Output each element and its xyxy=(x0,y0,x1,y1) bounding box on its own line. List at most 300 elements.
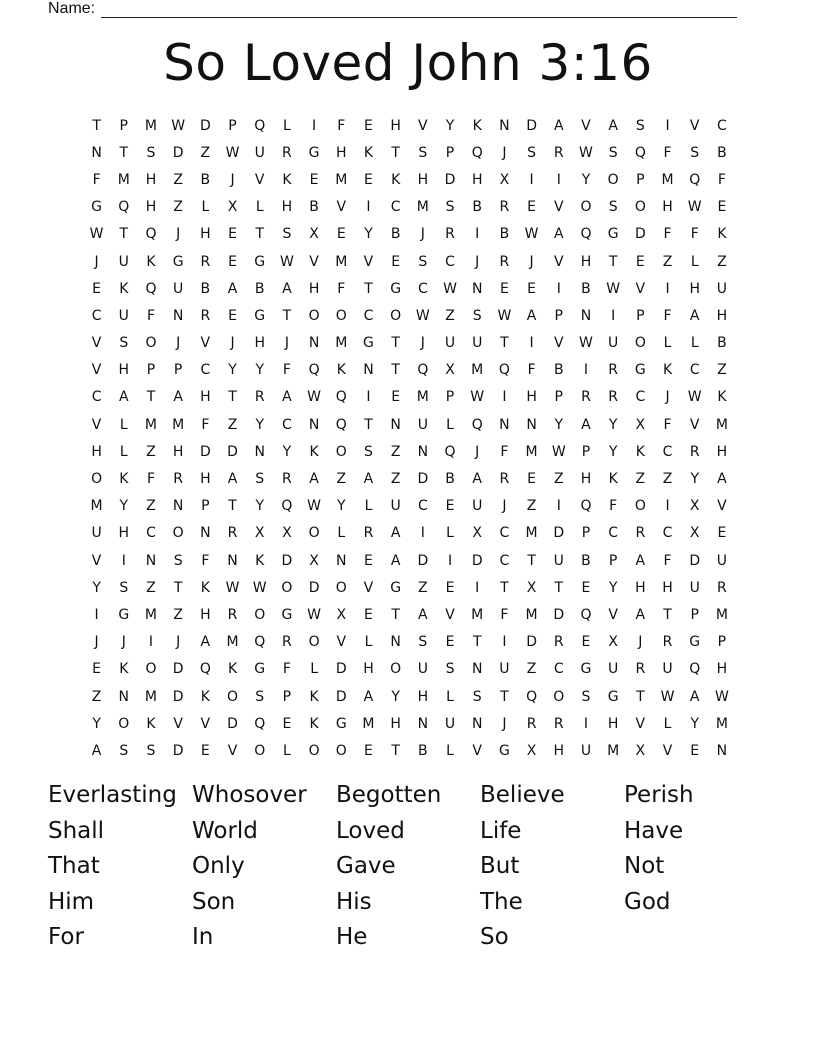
grid-letter[interactable]: W xyxy=(252,579,267,596)
grid-letter[interactable]: S xyxy=(255,688,265,705)
grid-letter[interactable]: R xyxy=(499,253,510,270)
grid-letter[interactable]: M xyxy=(416,389,429,406)
grid-letter[interactable]: L xyxy=(283,117,291,134)
grid-letter[interactable]: D xyxy=(553,525,565,542)
grid-letter[interactable]: A xyxy=(418,606,428,623)
grid-letter[interactable]: H xyxy=(607,715,619,732)
grid-letter[interactable]: L xyxy=(201,199,210,216)
grid-letter[interactable]: Q xyxy=(471,144,483,161)
grid-letter[interactable]: R xyxy=(635,661,646,678)
grid-letter[interactable]: O xyxy=(254,606,266,623)
grid-letter[interactable]: F xyxy=(663,307,672,324)
grid-letter[interactable]: E xyxy=(499,280,509,297)
grid-letter[interactable]: R xyxy=(553,634,564,651)
grid-letter[interactable]: I xyxy=(502,634,507,651)
grid-letter[interactable]: G xyxy=(335,715,347,732)
grid-letter[interactable]: G xyxy=(607,688,619,705)
grid-letter[interactable]: W xyxy=(279,253,294,270)
grid-letter[interactable]: G xyxy=(607,226,619,243)
grid-letter[interactable]: S xyxy=(418,144,428,161)
grid-letter[interactable]: L xyxy=(446,416,454,433)
grid-letter[interactable]: N xyxy=(390,634,401,651)
grid-letter[interactable]: O xyxy=(335,307,347,324)
grid-letter[interactable]: R xyxy=(254,389,265,406)
grid-letter[interactable]: T xyxy=(364,416,373,433)
grid-letter[interactable]: N xyxy=(336,552,347,569)
grid-letter[interactable]: T xyxy=(391,144,400,161)
grid-letter[interactable]: M xyxy=(226,634,239,651)
grid-letter[interactable]: H xyxy=(200,471,211,488)
grid-letter[interactable]: L xyxy=(663,715,672,732)
grid-letter[interactable]: D xyxy=(689,552,701,569)
grid-letter[interactable]: Q xyxy=(634,144,646,161)
grid-letter[interactable]: L xyxy=(337,525,346,542)
grid-letter[interactable]: A xyxy=(227,471,238,488)
grid-letter[interactable]: K xyxy=(472,117,482,134)
grid-letter[interactable]: X xyxy=(254,525,265,542)
grid-letter[interactable]: R xyxy=(282,471,292,488)
grid-letter[interactable]: V xyxy=(689,416,700,433)
grid-letter[interactable]: E xyxy=(309,171,319,188)
grid-letter[interactable]: C xyxy=(689,362,700,379)
grid-letter[interactable]: S xyxy=(690,144,700,161)
grid-letter[interactable]: V xyxy=(635,280,646,297)
grid-letter[interactable]: I xyxy=(447,552,453,569)
grid-letter[interactable]: X xyxy=(445,362,455,379)
grid-letter[interactable]: L xyxy=(255,199,264,216)
grid-letter[interactable]: M xyxy=(471,606,484,623)
grid-letter[interactable]: Q xyxy=(471,416,483,433)
grid-letter[interactable]: T xyxy=(663,606,672,623)
grid-letter[interactable]: M xyxy=(416,199,429,216)
grid-letter[interactable]: R xyxy=(499,471,510,488)
grid-letter[interactable]: P xyxy=(173,362,183,379)
grid-letter[interactable]: I xyxy=(148,634,154,651)
grid-letter[interactable]: M xyxy=(144,606,158,623)
grid-letter[interactable]: O xyxy=(634,498,646,515)
grid-letter[interactable]: C xyxy=(200,362,211,379)
grid-letter[interactable]: O xyxy=(335,579,347,596)
grid-letter[interactable]: U xyxy=(444,715,456,732)
grid-letter[interactable]: X xyxy=(309,226,319,243)
grid-letter[interactable]: H xyxy=(145,199,157,216)
grid-letter[interactable]: M xyxy=(362,715,375,732)
grid-letter[interactable]: M xyxy=(525,525,538,542)
grid-letter[interactable]: C xyxy=(417,498,428,515)
grid-letter[interactable]: D xyxy=(335,661,347,678)
grid-letter[interactable]: B xyxy=(717,144,727,161)
grid-letter[interactable]: W xyxy=(687,199,702,216)
grid-letter[interactable]: H xyxy=(336,144,347,161)
grid-letter[interactable]: E xyxy=(581,634,591,651)
grid-letter[interactable]: P xyxy=(282,688,292,705)
grid-letter[interactable]: E xyxy=(581,579,591,596)
grid-letter[interactable]: O xyxy=(227,688,239,705)
grid-letter[interactable]: G xyxy=(390,280,402,297)
grid-letter[interactable]: V xyxy=(689,117,700,134)
grid-letter[interactable]: F xyxy=(527,362,536,379)
grid-letter[interactable]: X xyxy=(472,525,483,542)
grid-letter[interactable]: E xyxy=(635,253,645,270)
grid-letter[interactable]: I xyxy=(529,171,534,188)
grid-letter[interactable]: B xyxy=(390,226,401,243)
grid-letter[interactable]: Y xyxy=(255,362,264,379)
grid-letter[interactable]: Z xyxy=(91,688,102,705)
grid-letter[interactable]: E xyxy=(690,742,700,759)
grid-letter[interactable]: A xyxy=(635,552,646,569)
grid-letter[interactable]: R xyxy=(553,715,564,732)
grid-letter[interactable]: A xyxy=(689,688,700,705)
grid-letter[interactable]: N xyxy=(227,552,238,569)
grid-letter[interactable]: E xyxy=(228,226,237,243)
grid-letter[interactable]: N xyxy=(118,688,130,705)
grid-letter[interactable]: I xyxy=(611,307,616,324)
grid-letter[interactable]: L xyxy=(119,443,128,460)
grid-letter[interactable]: V xyxy=(553,335,564,352)
grid-letter[interactable]: V xyxy=(472,742,482,759)
grid-letter[interactable]: J xyxy=(230,171,235,188)
grid-letter[interactable]: J xyxy=(176,634,181,651)
grid-letter[interactable]: N xyxy=(716,742,728,759)
grid-letter[interactable]: A xyxy=(227,280,238,297)
grid-letter[interactable]: V xyxy=(336,199,347,216)
grid-letter[interactable]: Y xyxy=(92,579,101,596)
grid-letter[interactable]: H xyxy=(200,389,211,406)
grid-letter[interactable]: T xyxy=(391,335,400,352)
grid-letter[interactable]: F xyxy=(609,498,618,515)
grid-letter[interactable]: K xyxy=(309,715,319,732)
grid-letter[interactable]: O xyxy=(553,688,565,705)
grid-letter[interactable]: T xyxy=(255,226,264,243)
grid-letter[interactable]: E xyxy=(200,742,210,759)
grid-letter[interactable]: I xyxy=(556,171,561,188)
grid-letter[interactable]: A xyxy=(717,471,727,488)
grid-letter[interactable]: R xyxy=(608,362,619,379)
grid-letter[interactable]: K xyxy=(119,661,129,678)
grid-letter[interactable]: S xyxy=(608,199,618,216)
grid-letter[interactable]: J xyxy=(502,498,507,515)
grid-letter[interactable]: Y xyxy=(255,498,264,515)
grid-letter[interactable]: I xyxy=(665,498,670,515)
grid-letter[interactable]: C xyxy=(390,199,401,216)
grid-letter[interactable]: T xyxy=(500,688,509,705)
grid-letter[interactable]: O xyxy=(634,335,646,352)
grid-letter[interactable]: A xyxy=(173,389,183,406)
grid-letter[interactable]: A xyxy=(689,307,700,324)
grid-letter[interactable]: K xyxy=(608,471,618,488)
grid-letter[interactable]: O xyxy=(145,661,157,678)
grid-letter[interactable]: A xyxy=(91,742,102,759)
grid-letter[interactable]: J xyxy=(420,226,425,243)
grid-letter[interactable]: D xyxy=(281,552,293,569)
grid-letter[interactable]: K xyxy=(282,171,292,188)
grid-letter[interactable]: N xyxy=(471,715,483,732)
grid-letter[interactable]: C xyxy=(91,389,102,406)
grid-letter[interactable]: I xyxy=(121,552,126,569)
grid-letter[interactable]: S xyxy=(146,742,156,759)
grid-letter[interactable]: R xyxy=(581,389,591,406)
grid-letter[interactable]: P xyxy=(581,525,591,542)
grid-letter[interactable]: U xyxy=(417,661,428,678)
grid-letter[interactable]: U xyxy=(716,280,728,297)
grid-letter[interactable]: U xyxy=(173,280,184,297)
grid-letter[interactable]: D xyxy=(417,552,429,569)
grid-letter[interactable]: R xyxy=(662,634,673,651)
grid-letter[interactable]: H xyxy=(200,606,211,623)
grid-letter[interactable]: Q xyxy=(444,443,456,460)
grid-letter[interactable]: S xyxy=(119,579,129,596)
grid-letter[interactable]: X xyxy=(689,525,700,542)
grid-letter[interactable]: T xyxy=(500,335,509,352)
grid-letter[interactable]: E xyxy=(391,253,401,270)
grid-letter[interactable]: A xyxy=(553,226,564,243)
grid-letter[interactable]: D xyxy=(227,715,238,732)
grid-letter[interactable]: X xyxy=(309,552,319,569)
grid-letter[interactable]: N xyxy=(390,416,401,433)
grid-letter[interactable]: U xyxy=(390,498,401,515)
grid-letter[interactable]: A xyxy=(472,471,482,488)
grid-letter[interactable]: Q xyxy=(199,661,211,678)
grid-letter[interactable]: Y xyxy=(119,498,129,515)
grid-letter[interactable]: I xyxy=(556,498,561,515)
grid-letter[interactable]: S xyxy=(527,144,537,161)
grid-letter[interactable]: O xyxy=(308,742,320,759)
grid-letter[interactable]: B xyxy=(200,280,211,297)
grid-letter[interactable]: J xyxy=(230,335,235,352)
grid-letter[interactable]: P xyxy=(445,389,455,406)
grid-letter[interactable]: V xyxy=(581,117,591,134)
grid-letter[interactable]: U xyxy=(91,525,102,542)
grid-letter[interactable]: M xyxy=(172,416,185,433)
grid-letter[interactable]: X xyxy=(608,634,618,651)
grid-letter[interactable]: Q xyxy=(689,171,701,188)
grid-letter[interactable]: U xyxy=(499,661,510,678)
grid-letter[interactable]: I xyxy=(583,715,589,732)
grid-letter[interactable]: N xyxy=(417,443,429,460)
grid-letter[interactable]: K xyxy=(662,362,673,379)
grid-letter[interactable]: P xyxy=(717,634,727,651)
grid-letter[interactable]: M xyxy=(471,362,484,379)
grid-letter[interactable]: C xyxy=(662,525,673,542)
grid-letter[interactable]: B xyxy=(200,171,211,188)
grid-letter[interactable]: F xyxy=(282,661,291,678)
grid-letter[interactable]: T xyxy=(173,579,183,596)
grid-letter[interactable]: O xyxy=(580,199,592,216)
grid-letter[interactable]: E xyxy=(717,199,727,216)
grid-letter[interactable]: N xyxy=(91,144,102,161)
grid-letter[interactable]: A xyxy=(581,416,591,433)
grid-letter[interactable]: T xyxy=(554,579,564,596)
grid-letter[interactable]: M xyxy=(90,498,103,515)
grid-letter[interactable]: Z xyxy=(717,362,727,379)
grid-letter[interactable]: Q xyxy=(281,498,293,515)
grid-letter[interactable]: W xyxy=(307,498,322,515)
grid-letter[interactable]: S xyxy=(146,144,156,161)
grid-letter[interactable]: P xyxy=(636,307,645,324)
grid-letter[interactable]: O xyxy=(390,307,402,324)
grid-letter[interactable]: N xyxy=(417,715,429,732)
grid-letter[interactable]: V xyxy=(91,335,102,352)
grid-letter[interactable]: H xyxy=(716,443,728,460)
grid-letter[interactable]: O xyxy=(607,171,619,188)
grid-letter[interactable]: U xyxy=(580,742,592,759)
grid-letter[interactable]: H xyxy=(580,471,592,488)
grid-letter[interactable]: S xyxy=(472,307,482,324)
grid-letter[interactable]: H xyxy=(390,715,401,732)
grid-letter[interactable]: D xyxy=(526,634,537,651)
grid-letter[interactable]: G xyxy=(172,253,184,270)
grid-letter[interactable]: M xyxy=(525,443,538,460)
grid-letter[interactable]: K xyxy=(363,144,374,161)
grid-letter[interactable]: H xyxy=(172,443,184,460)
grid-letter[interactable]: H xyxy=(716,307,728,324)
grid-letter[interactable]: K xyxy=(717,226,727,243)
grid-letter[interactable]: Z xyxy=(336,471,347,488)
grid-letter[interactable]: Y xyxy=(255,416,264,433)
grid-letter[interactable]: X xyxy=(499,171,510,188)
grid-letter[interactable]: S xyxy=(282,226,292,243)
grid-letter[interactable]: V xyxy=(363,253,374,270)
grid-letter[interactable]: T xyxy=(282,307,292,324)
grid-letter[interactable]: W xyxy=(307,606,322,623)
grid-letter[interactable]: I xyxy=(420,525,425,542)
grid-letter[interactable]: V xyxy=(91,552,102,569)
grid-letter[interactable]: K xyxy=(227,661,238,678)
grid-letter[interactable]: Y xyxy=(608,443,618,460)
grid-letter[interactable]: J xyxy=(121,634,126,651)
grid-letter[interactable]: H xyxy=(91,443,102,460)
grid-letter[interactable]: U xyxy=(553,552,564,569)
grid-letter[interactable]: S xyxy=(635,117,645,134)
grid-letter[interactable]: X xyxy=(635,416,646,433)
grid-letter[interactable]: V xyxy=(309,253,319,270)
grid-letter[interactable]: O xyxy=(254,742,266,759)
grid-letter[interactable]: I xyxy=(502,389,507,406)
grid-letter[interactable]: O xyxy=(172,525,184,542)
grid-letter[interactable]: U xyxy=(472,335,483,352)
grid-letter[interactable]: W xyxy=(171,117,186,134)
grid-letter[interactable]: K xyxy=(717,389,727,406)
grid-letter[interactable]: N xyxy=(499,416,510,433)
grid-letter[interactable]: F xyxy=(717,171,726,188)
grid-letter[interactable]: M xyxy=(144,117,158,134)
grid-letter[interactable]: V xyxy=(254,171,265,188)
grid-letter[interactable]: Y xyxy=(608,579,618,596)
grid-letter[interactable]: S xyxy=(608,144,618,161)
grid-letter[interactable]: W xyxy=(89,226,104,243)
grid-letter[interactable]: A xyxy=(390,525,401,542)
grid-letter[interactable]: I xyxy=(366,389,371,406)
grid-letter[interactable]: C xyxy=(499,525,510,542)
grid-letter[interactable]: T xyxy=(500,579,509,596)
grid-letter[interactable]: D xyxy=(471,552,483,569)
grid-letter[interactable]: L xyxy=(119,416,128,433)
grid-letter[interactable]: Z xyxy=(173,199,183,216)
grid-letter[interactable]: U xyxy=(608,661,619,678)
grid-letter[interactable]: I xyxy=(475,226,480,243)
grid-letter[interactable]: V xyxy=(635,715,646,732)
grid-letter[interactable]: A xyxy=(363,688,374,705)
grid-letter[interactable]: H xyxy=(118,525,130,542)
grid-letter[interactable]: F xyxy=(146,307,155,324)
grid-letter[interactable]: R xyxy=(227,525,238,542)
grid-letter[interactable]: V xyxy=(227,742,238,759)
grid-letter[interactable]: K xyxy=(309,688,319,705)
grid-letter[interactable]: U xyxy=(254,144,265,161)
grid-letter[interactable]: W xyxy=(415,307,430,324)
grid-letter[interactable]: F xyxy=(500,606,509,623)
grid-letter[interactable]: R xyxy=(526,715,537,732)
grid-letter[interactable]: Z xyxy=(445,307,455,324)
grid-letter[interactable]: B xyxy=(581,552,591,569)
grid-letter[interactable]: F xyxy=(146,471,155,488)
grid-letter[interactable]: Y xyxy=(608,416,618,433)
grid-letter[interactable]: A xyxy=(553,117,564,134)
grid-letter[interactable]: Y xyxy=(581,171,591,188)
grid-letter[interactable]: O xyxy=(308,307,320,324)
grid-letter[interactable]: F xyxy=(337,280,346,297)
grid-letter[interactable]: L xyxy=(446,742,454,759)
grid-letter[interactable]: H xyxy=(580,253,592,270)
grid-letter[interactable]: W xyxy=(225,579,240,596)
grid-letter[interactable]: H xyxy=(254,335,265,352)
grid-letter[interactable]: B xyxy=(254,280,265,297)
grid-letter[interactable]: L xyxy=(663,335,672,352)
grid-letter[interactable]: M xyxy=(117,171,130,188)
grid-letter[interactable]: C xyxy=(282,416,292,433)
grid-letter[interactable]: F xyxy=(663,144,672,161)
grid-letter[interactable]: I xyxy=(665,280,670,297)
grid-letter[interactable]: X xyxy=(282,525,292,542)
grid-letter[interactable]: R xyxy=(445,226,455,243)
grid-letter[interactable]: P xyxy=(554,389,563,406)
grid-letter[interactable]: D xyxy=(553,606,565,623)
grid-letter[interactable]: N xyxy=(172,498,184,515)
grid-letter[interactable]: H xyxy=(689,280,700,297)
grid-letter[interactable]: O xyxy=(281,579,293,596)
grid-letter[interactable]: J xyxy=(475,443,480,460)
grid-letter[interactable]: N xyxy=(471,661,483,678)
grid-letter[interactable]: Y xyxy=(554,416,564,433)
grid-letter[interactable]: O xyxy=(634,199,646,216)
grid-letter[interactable]: O xyxy=(91,471,103,488)
grid-letter[interactable]: A xyxy=(200,634,211,651)
grid-letter[interactable]: V xyxy=(553,199,564,216)
grid-letter[interactable]: S xyxy=(418,253,428,270)
grid-letter[interactable]: Z xyxy=(553,471,564,488)
grid-letter[interactable]: W xyxy=(470,389,485,406)
grid-letter[interactable]: O xyxy=(308,525,320,542)
grid-letter[interactable]: Q xyxy=(580,226,592,243)
grid-letter[interactable]: G xyxy=(363,335,374,352)
grid-letter[interactable]: Y xyxy=(364,226,373,243)
grid-letter[interactable]: Z xyxy=(418,579,428,596)
grid-letter[interactable]: Q xyxy=(335,416,347,433)
grid-letter[interactable]: Q xyxy=(580,498,592,515)
grid-letter[interactable]: K xyxy=(200,688,210,705)
grid-letter[interactable]: U xyxy=(417,416,428,433)
grid-letter[interactable]: V xyxy=(717,498,727,515)
grid-letter[interactable]: G xyxy=(634,362,646,379)
grid-letter[interactable]: W xyxy=(714,688,729,705)
grid-letter[interactable]: G xyxy=(689,634,701,651)
grid-letter[interactable]: P xyxy=(581,443,591,460)
grid-letter[interactable]: P xyxy=(690,606,699,623)
grid-letter[interactable]: W xyxy=(551,443,566,460)
grid-letter[interactable]: X xyxy=(526,742,537,759)
grid-letter[interactable]: Z xyxy=(662,471,673,488)
grid-letter[interactable]: X xyxy=(635,742,646,759)
